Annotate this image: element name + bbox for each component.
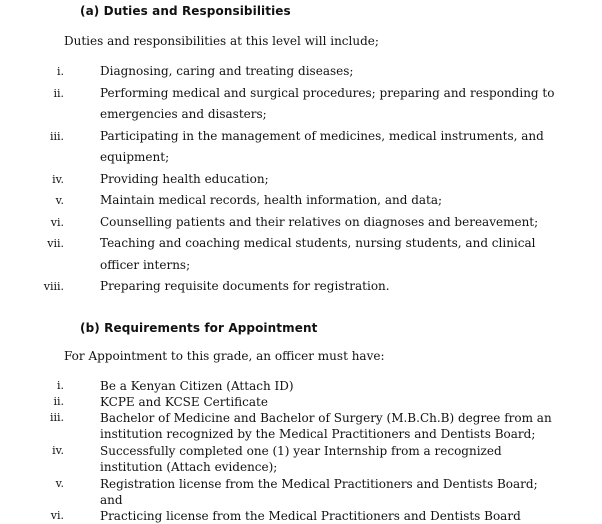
list-item-line: Participating in the management of medicines, medical instruments, and bbox=[100, 128, 544, 143]
list-numeral: ii. bbox=[53, 395, 64, 408]
list-item-line: Teaching and coaching medical students, nursing students, and clinical bbox=[100, 236, 536, 250]
list-item-line: Diagnosing, caring and treating diseases; bbox=[100, 64, 354, 78]
list-item-text bbox=[100, 190, 550, 212]
list-numeral: i. bbox=[56, 379, 64, 392]
list-item-text bbox=[100, 126, 550, 169]
list-item-line: Practicing license from the Medical Practitioners and Dentists Board bbox=[100, 509, 521, 523]
list-item-text bbox=[100, 233, 550, 276]
list-item-line: and bbox=[100, 493, 123, 507]
list-numeral: viii. bbox=[43, 280, 64, 293]
list-item-line: Performing medical and surgical procedures; preparing and responding to bbox=[100, 85, 555, 100]
list-item-text bbox=[100, 212, 550, 234]
list-numeral: iii. bbox=[49, 411, 64, 424]
list-numeral: iii. bbox=[49, 129, 64, 143]
list-item-text bbox=[100, 394, 550, 410]
list-item-line: Registration license from the Medical Practitioners and Dentists Board; bbox=[100, 477, 538, 491]
section-b-heading: (b) Requirements for Appointment bbox=[80, 321, 318, 335]
list-item-line: equipment; bbox=[100, 150, 170, 164]
list-item-line: emergencies and disasters; bbox=[100, 107, 267, 121]
list-item-text bbox=[100, 276, 550, 298]
list-item-line: Bachelor of Medicine and Bachelor of Surgery (M.B.Ch.B) degree from an bbox=[100, 411, 552, 425]
section-b-intro: For Appointment to this grade, an officer must have: bbox=[64, 349, 385, 363]
section-a-heading: (a) Duties and Responsibilities bbox=[80, 4, 291, 18]
list-item-line: KCPE and KCSE Certificate bbox=[100, 395, 268, 409]
list-item-text bbox=[100, 443, 550, 475]
list-numeral: v. bbox=[55, 477, 64, 490]
list-item-line: Providing health education; bbox=[100, 171, 269, 186]
list-item-text bbox=[100, 169, 550, 191]
list-item-text bbox=[100, 410, 550, 442]
list-numeral: iv. bbox=[52, 444, 64, 457]
list-numeral: v. bbox=[55, 194, 64, 207]
list-item-text bbox=[100, 508, 550, 524]
list-item-line: officer interns; bbox=[100, 257, 191, 272]
list-numeral: vi. bbox=[50, 509, 64, 522]
section-a-intro: Duties and responsibilities at this level will include; bbox=[64, 34, 379, 48]
list-item-text bbox=[100, 378, 550, 394]
list-item-line: Be a Kenyan Citizen (Attach ID) bbox=[100, 379, 294, 393]
list-item-text bbox=[100, 83, 555, 126]
list-numeral: i. bbox=[56, 65, 64, 78]
list-item-line: Counselling patients and their relatives on diagnoses and bereavement; bbox=[100, 214, 539, 229]
list-item-text bbox=[100, 61, 550, 83]
list-numeral: vii. bbox=[47, 237, 64, 250]
list-item-line: Maintain medical records, health information, and data; bbox=[100, 193, 443, 207]
list-item-line: institution (Attach evidence); bbox=[100, 460, 278, 474]
list-item-line: institution recognized by the Medical Practitioners and Dentists Board; bbox=[100, 427, 536, 441]
list-item-text bbox=[100, 476, 550, 508]
list-numeral: iv. bbox=[52, 172, 64, 186]
list-numeral: ii. bbox=[53, 86, 64, 100]
list-item-line: Preparing requisite documents for registration. bbox=[100, 279, 390, 293]
list-numeral: vi. bbox=[50, 215, 64, 229]
list-item-line: Successfully completed one (1) year Internship from a recognized bbox=[100, 444, 502, 458]
